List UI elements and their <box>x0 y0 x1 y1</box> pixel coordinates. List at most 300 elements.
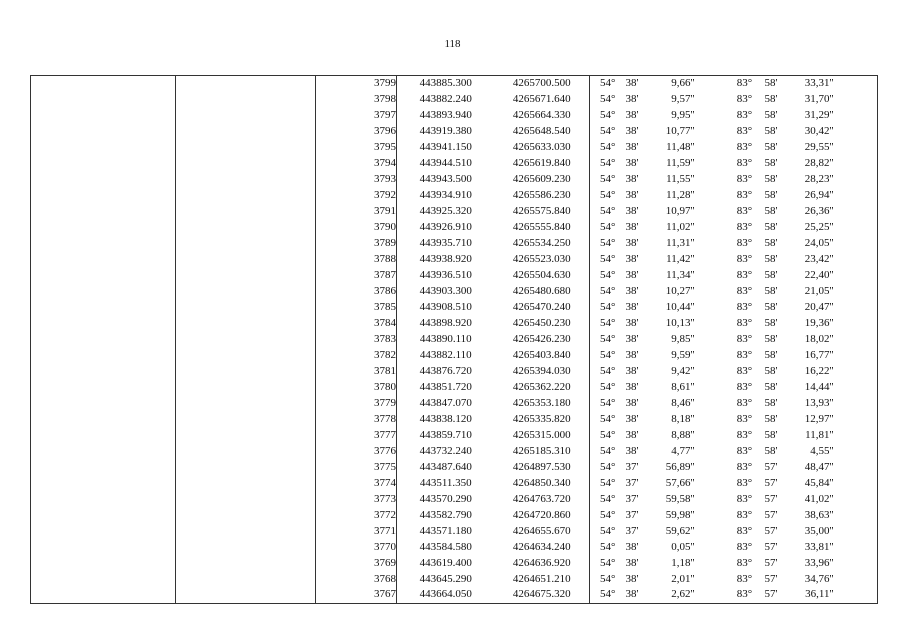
latitude-seconds-mark: '' <box>690 109 695 122</box>
latitude-seconds-mark: '' <box>690 141 695 154</box>
x-coordinate: 443511.350 <box>397 475 495 491</box>
y-coordinate: 4264720.860 <box>512 508 571 521</box>
point-number: 3770 <box>316 539 397 555</box>
longitude-minutes: 58' <box>764 380 778 393</box>
latitude-minutes: 38' <box>625 269 639 282</box>
latitude-seconds-mark: '' <box>690 540 695 553</box>
latitude-degrees: 54° <box>590 188 626 204</box>
y-coordinate: 4265648.540 <box>512 125 571 138</box>
empty-cell <box>31 347 176 363</box>
latitude-seconds-mark: '' <box>690 524 695 537</box>
longitude-seconds-mark: '' <box>830 124 878 140</box>
table-row <box>31 587 878 603</box>
latitude-seconds-mark: '' <box>690 269 695 282</box>
point-number: 3768 <box>316 571 397 587</box>
y-coordinate: 4265315.000 <box>512 428 571 441</box>
longitude-seconds-mark: '' <box>830 236 878 252</box>
empty-cell <box>176 332 316 348</box>
point-number: 3785 <box>316 300 397 316</box>
latitude-seconds: 11,55 <box>666 173 691 186</box>
empty-cell <box>31 220 176 236</box>
longitude-seconds: 31,70 <box>804 93 830 106</box>
y-coordinate: 4264675.320 <box>495 587 590 603</box>
empty-cell <box>31 268 176 284</box>
latitude-minutes: 37' <box>625 476 639 489</box>
empty-cell <box>176 268 316 284</box>
longitude-minutes: 58' <box>765 76 791 92</box>
latitude-degrees: 54° <box>590 475 626 491</box>
latitude-degrees: 54° <box>590 411 626 427</box>
latitude-degrees: 54° <box>590 332 626 348</box>
empty-cell <box>31 108 176 124</box>
longitude-seconds-mark: '' <box>830 443 878 459</box>
empty-cell <box>31 379 176 395</box>
longitude-seconds: 18,02 <box>804 332 830 345</box>
longitude-degrees: 83° <box>736 141 753 154</box>
y-coordinate: 4264634.240 <box>512 540 571 553</box>
latitude-seconds: 10,97 <box>665 205 691 218</box>
latitude-seconds: 59,98 <box>665 508 691 521</box>
x-coordinate: 443941.150 <box>397 140 495 156</box>
latitude-minutes: 38' <box>625 301 639 314</box>
longitude-minutes: 58' <box>764 269 778 282</box>
longitude-minutes: 58' <box>764 444 778 457</box>
empty-cell <box>31 252 176 268</box>
latitude-degrees: 54° <box>590 236 626 252</box>
x-coordinate: 443882.110 <box>397 347 495 363</box>
y-coordinate: 4264655.670 <box>512 524 571 537</box>
empty-cell <box>31 284 176 300</box>
latitude-minutes: 38' <box>625 285 639 298</box>
y-coordinate: 4264897.530 <box>512 460 571 473</box>
longitude-seconds: 20,47 <box>804 301 830 314</box>
x-coordinate: 443582.790 <box>397 507 495 523</box>
latitude-degrees: 54° <box>590 379 626 395</box>
y-coordinate: 4264763.720 <box>512 492 571 505</box>
x-coordinate: 443938.920 <box>397 252 495 268</box>
latitude-degrees: 54° <box>590 140 626 156</box>
y-coordinate: 4265671.640 <box>512 93 571 106</box>
longitude-seconds-mark: '' <box>830 587 878 603</box>
point-number: 3771 <box>316 523 397 539</box>
longitude-minutes: 57' <box>764 556 778 569</box>
latitude-minutes: 37' <box>625 460 639 473</box>
longitude-seconds: 33,81 <box>804 540 830 553</box>
y-coordinate: 4265470.240 <box>512 301 571 314</box>
longitude-seconds-mark: '' <box>830 332 878 348</box>
longitude-seconds-mark: '' <box>830 284 878 300</box>
latitude-seconds: 11,59 <box>666 157 691 170</box>
empty-cell <box>176 395 316 411</box>
longitude-degrees: 83° <box>736 556 753 569</box>
longitude-degrees: 83° <box>736 348 753 361</box>
latitude-degrees: 54° <box>590 92 626 108</box>
latitude-degrees: 54° <box>590 76 626 92</box>
latitude-seconds-mark: '' <box>691 76 725 92</box>
longitude-seconds: 26,36 <box>804 205 830 218</box>
latitude-seconds: 10,13 <box>665 317 691 330</box>
latitude-minutes: 38' <box>625 157 639 170</box>
longitude-degrees: 83° <box>736 269 753 282</box>
longitude-seconds-mark: '' <box>830 220 878 236</box>
longitude-degrees: 83° <box>736 285 753 298</box>
empty-cell <box>176 411 316 427</box>
empty-cell <box>176 92 316 108</box>
longitude-seconds: 30,42 <box>804 125 830 138</box>
latitude-seconds-mark: '' <box>690 460 695 473</box>
x-coordinate: 443943.500 <box>397 172 495 188</box>
longitude-seconds-mark: '' <box>830 363 878 379</box>
longitude-minutes: 58' <box>764 348 778 361</box>
empty-cell <box>31 92 176 108</box>
longitude-seconds: 11,81 <box>805 428 830 441</box>
longitude-seconds: 24,05 <box>804 237 830 250</box>
latitude-seconds-mark: '' <box>690 444 695 457</box>
longitude-seconds: 29,55 <box>804 141 830 154</box>
point-number: 3793 <box>316 172 397 188</box>
longitude-degrees: 83° <box>736 157 753 170</box>
longitude-seconds-mark: '' <box>830 316 878 332</box>
longitude-seconds: 33,96 <box>804 556 830 569</box>
longitude-degrees: 83° <box>736 301 753 314</box>
longitude-seconds: 36,11 <box>791 587 830 603</box>
latitude-minutes: 38' <box>625 380 639 393</box>
latitude-seconds-mark: '' <box>690 253 695 266</box>
y-coordinate: 4265664.330 <box>512 109 571 122</box>
latitude-seconds: 9,59 <box>671 348 691 361</box>
longitude-seconds-mark: '' <box>830 539 878 555</box>
latitude-degrees: 54° <box>590 523 626 539</box>
empty-cell <box>31 156 176 172</box>
longitude-minutes: 58' <box>764 141 778 154</box>
latitude-minutes: 38' <box>625 540 639 553</box>
latitude-seconds: 4,77 <box>671 444 691 457</box>
table-row <box>31 236 878 252</box>
latitude-seconds-mark: '' <box>690 412 695 425</box>
latitude-minutes: 38' <box>625 141 639 154</box>
longitude-seconds-mark: '' <box>830 300 878 316</box>
longitude-seconds: 13,93 <box>804 396 830 409</box>
latitude-seconds: 10,44 <box>665 301 691 314</box>
empty-cell <box>31 332 176 348</box>
latitude-minutes: 38' <box>625 396 639 409</box>
longitude-seconds-mark: '' <box>830 252 878 268</box>
latitude-seconds: 11,02 <box>666 221 691 234</box>
longitude-seconds: 35,00 <box>804 524 830 537</box>
longitude-seconds: 22,40 <box>804 269 830 282</box>
latitude-seconds-mark: '' <box>690 332 695 345</box>
y-coordinate: 4265362.220 <box>512 380 571 393</box>
latitude-minutes: 38' <box>625 364 639 377</box>
latitude-seconds: 11,48 <box>666 141 691 154</box>
y-coordinate: 4264651.210 <box>512 572 571 585</box>
longitude-degrees: 83° <box>725 76 765 92</box>
latitude-seconds: 10,27 <box>665 285 691 298</box>
latitude-minutes: 37' <box>625 524 639 537</box>
longitude-degrees: 83° <box>736 380 753 393</box>
table-row <box>31 156 878 172</box>
table-row <box>31 571 878 587</box>
latitude-degrees: 54° <box>590 156 626 172</box>
point-number: 3772 <box>316 507 397 523</box>
longitude-seconds-mark: '' <box>830 395 878 411</box>
table-row <box>31 555 878 571</box>
longitude-minutes: 58' <box>764 221 778 234</box>
latitude-seconds-mark: '' <box>690 348 695 361</box>
empty-cell <box>176 587 316 603</box>
table-row <box>31 300 878 316</box>
latitude-minutes: 38' <box>625 93 639 106</box>
latitude-degrees: 54° <box>590 347 626 363</box>
x-coordinate: 443885.300 <box>397 76 495 92</box>
longitude-degrees: 83° <box>736 173 753 186</box>
longitude-seconds-mark: '' <box>830 507 878 523</box>
empty-cell <box>31 300 176 316</box>
longitude-minutes: 57' <box>764 540 778 553</box>
latitude-seconds: 56,89 <box>665 460 691 473</box>
empty-cell <box>176 172 316 188</box>
x-coordinate: 443570.290 <box>397 491 495 507</box>
empty-cell <box>176 204 316 220</box>
table-row <box>31 523 878 539</box>
point-number: 3786 <box>316 284 397 300</box>
latitude-seconds: 59,58 <box>665 492 691 505</box>
latitude-seconds: 11,28 <box>666 189 691 202</box>
longitude-seconds-mark: '' <box>830 268 878 284</box>
empty-cell <box>176 555 316 571</box>
longitude-degrees: 83° <box>736 253 753 266</box>
x-coordinate: 443893.940 <box>397 108 495 124</box>
longitude-seconds: 38,63 <box>804 508 830 521</box>
empty-cell <box>31 427 176 443</box>
latitude-seconds: 2,62 <box>652 587 691 603</box>
latitude-degrees: 54° <box>590 571 626 587</box>
longitude-seconds: 25,25 <box>804 221 830 234</box>
x-coordinate: 443936.510 <box>397 268 495 284</box>
y-coordinate: 4265504.630 <box>512 269 571 282</box>
longitude-degrees: 83° <box>736 460 753 473</box>
empty-cell <box>31 523 176 539</box>
empty-cell <box>176 108 316 124</box>
empty-cell <box>31 491 176 507</box>
longitude-degrees: 83° <box>736 508 753 521</box>
empty-cell <box>176 523 316 539</box>
point-number: 3777 <box>316 427 397 443</box>
empty-cell <box>31 443 176 459</box>
longitude-seconds: 34,76 <box>804 572 830 585</box>
latitude-minutes: 38' <box>625 444 639 457</box>
longitude-seconds-mark: '' <box>830 204 878 220</box>
empty-cell <box>31 363 176 379</box>
table-row <box>31 475 878 491</box>
longitude-degrees: 83° <box>736 189 753 202</box>
longitude-degrees: 83° <box>736 93 753 106</box>
x-coordinate: 443944.510 <box>397 156 495 172</box>
longitude-minutes: 58' <box>764 125 778 138</box>
x-coordinate: 443645.290 <box>397 571 495 587</box>
longitude-seconds-mark: '' <box>830 172 878 188</box>
latitude-degrees: 54° <box>590 252 626 268</box>
longitude-seconds-mark: '' <box>830 156 878 172</box>
latitude-seconds: 11,42 <box>666 253 691 266</box>
longitude-seconds: 41,02 <box>804 492 830 505</box>
empty-cell <box>176 475 316 491</box>
latitude-degrees: 54° <box>590 395 626 411</box>
table-row <box>31 363 878 379</box>
point-number: 3798 <box>316 92 397 108</box>
y-coordinate: 4265403.840 <box>512 348 571 361</box>
latitude-degrees: 54° <box>590 427 626 443</box>
longitude-seconds: 4,55 <box>810 444 830 457</box>
table-row <box>31 140 878 156</box>
point-number: 3780 <box>316 379 397 395</box>
empty-cell <box>31 124 176 140</box>
empty-cell <box>31 507 176 523</box>
latitude-seconds-mark: '' <box>690 380 695 393</box>
empty-cell <box>176 316 316 332</box>
longitude-degrees: 83° <box>736 396 753 409</box>
latitude-seconds: 9,57 <box>671 93 691 106</box>
empty-cell <box>176 140 316 156</box>
longitude-seconds-mark: '' <box>830 140 878 156</box>
longitude-degrees: 83° <box>736 572 753 585</box>
longitude-degrees: 83° <box>736 364 753 377</box>
empty-cell <box>176 539 316 555</box>
longitude-seconds: 21,05 <box>804 285 830 298</box>
point-number: 3795 <box>316 140 397 156</box>
latitude-seconds: 0,05 <box>671 540 691 553</box>
latitude-degrees: 54° <box>590 459 626 475</box>
empty-cell <box>31 539 176 555</box>
x-coordinate: 443925.320 <box>397 204 495 220</box>
latitude-seconds-mark: '' <box>691 587 725 603</box>
longitude-minutes: 58' <box>764 93 778 106</box>
longitude-degrees: 83° <box>736 540 753 553</box>
x-coordinate: 443926.910 <box>397 220 495 236</box>
page-number: 118 <box>444 38 461 50</box>
longitude-minutes: 57' <box>764 492 778 505</box>
longitude-seconds-mark: '' <box>830 92 878 108</box>
x-coordinate: 443876.720 <box>397 363 495 379</box>
latitude-seconds: 59,62 <box>665 524 691 537</box>
longitude-minutes: 58' <box>764 412 778 425</box>
table-row <box>31 459 878 475</box>
point-number: 3787 <box>316 268 397 284</box>
table-row <box>31 124 878 140</box>
longitude-degrees: 83° <box>736 205 753 218</box>
empty-cell <box>31 140 176 156</box>
latitude-degrees: 54° <box>590 204 626 220</box>
longitude-seconds: 28,82 <box>804 157 830 170</box>
x-coordinate: 443919.380 <box>397 124 495 140</box>
longitude-degrees: 83° <box>736 476 753 489</box>
latitude-seconds: 57,66 <box>665 476 691 489</box>
latitude-minutes: 37' <box>625 492 639 505</box>
empty-cell <box>176 236 316 252</box>
x-coordinate: 443487.640 <box>397 459 495 475</box>
longitude-seconds: 28,23 <box>804 173 830 186</box>
table-row <box>31 172 878 188</box>
table-row <box>31 395 878 411</box>
longitude-degrees: 83° <box>725 587 765 603</box>
longitude-seconds-mark: '' <box>830 571 878 587</box>
point-number: 3790 <box>316 220 397 236</box>
point-number: 3791 <box>316 204 397 220</box>
latitude-seconds-mark: '' <box>690 157 695 170</box>
longitude-degrees: 83° <box>736 412 753 425</box>
longitude-seconds-mark: '' <box>830 427 878 443</box>
latitude-seconds: 1,18 <box>671 556 691 569</box>
table-row <box>31 379 878 395</box>
point-number: 3794 <box>316 156 397 172</box>
latitude-minutes: 38' <box>626 76 652 92</box>
table-row <box>31 539 878 555</box>
x-coordinate: 443847.070 <box>397 395 495 411</box>
latitude-degrees: 54° <box>590 124 626 140</box>
longitude-seconds-mark: '' <box>830 347 878 363</box>
x-coordinate: 443732.240 <box>397 443 495 459</box>
x-coordinate: 443571.180 <box>397 523 495 539</box>
longitude-degrees: 83° <box>736 332 753 345</box>
longitude-minutes: 58' <box>764 396 778 409</box>
latitude-seconds: 9,95 <box>671 109 691 122</box>
point-number: 3776 <box>316 443 397 459</box>
latitude-seconds-mark: '' <box>690 396 695 409</box>
point-number: 3774 <box>316 475 397 491</box>
y-coordinate: 4265480.680 <box>512 285 571 298</box>
longitude-seconds: 14,44 <box>804 380 830 393</box>
latitude-seconds-mark: '' <box>690 237 695 250</box>
latitude-seconds: 8,18 <box>671 412 691 425</box>
longitude-minutes: 58' <box>764 285 778 298</box>
y-coordinate: 4265586.230 <box>512 189 571 202</box>
latitude-minutes: 37' <box>625 508 639 521</box>
point-number: 3796 <box>316 124 397 140</box>
longitude-seconds: 31,29 <box>804 109 830 122</box>
longitude-seconds-mark: '' <box>830 188 878 204</box>
empty-cell <box>176 459 316 475</box>
longitude-seconds: 33,31 <box>791 76 830 92</box>
latitude-minutes: 38' <box>625 221 639 234</box>
table-row <box>31 188 878 204</box>
latitude-minutes: 38' <box>625 556 639 569</box>
y-coordinate: 4265523.030 <box>512 253 571 266</box>
longitude-minutes: 58' <box>764 253 778 266</box>
latitude-seconds-mark: '' <box>690 173 695 186</box>
latitude-seconds: 8,61 <box>671 380 691 393</box>
empty-cell <box>176 76 316 92</box>
x-coordinate: 443908.510 <box>397 300 495 316</box>
empty-cell <box>31 459 176 475</box>
x-coordinate: 443898.920 <box>397 316 495 332</box>
longitude-degrees: 83° <box>736 221 753 234</box>
empty-cell <box>176 363 316 379</box>
longitude-minutes: 58' <box>764 205 778 218</box>
empty-cell <box>31 555 176 571</box>
y-coordinate: 4265394.030 <box>512 364 571 377</box>
longitude-seconds: 48,47 <box>804 460 830 473</box>
empty-cell <box>31 571 176 587</box>
point-number: 3792 <box>316 188 397 204</box>
latitude-seconds-mark: '' <box>690 508 695 521</box>
longitude-degrees: 83° <box>736 125 753 138</box>
latitude-degrees: 54° <box>590 268 626 284</box>
empty-cell <box>176 284 316 300</box>
latitude-seconds-mark: '' <box>690 221 695 234</box>
latitude-seconds-mark: '' <box>690 125 695 138</box>
latitude-degrees: 54° <box>590 363 626 379</box>
longitude-seconds-mark: '' <box>830 475 878 491</box>
